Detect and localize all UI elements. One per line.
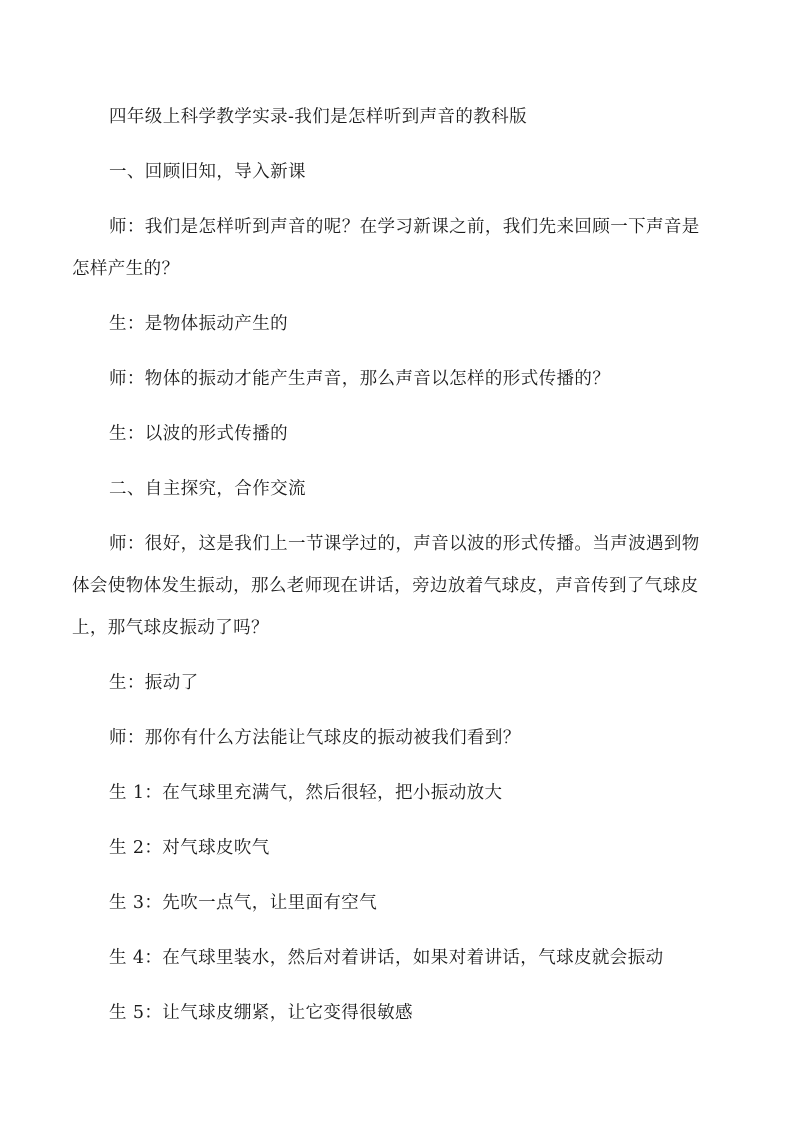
paragraph-teacher-3-line-3: 上，那气球皮振动了吗？	[72, 618, 269, 638]
paragraph-student-2: 生：以波的形式传播的	[109, 424, 288, 444]
paragraph-teacher-3-line-2: 体会使物体发生振动，那么老师现在讲话，旁边放着气球皮，声音传到了气球皮	[72, 576, 699, 596]
paragraph-teacher-1-line-2: 怎样产生的？	[72, 259, 180, 279]
document-title: 四年级上科学教学实录-我们是怎样听到声音的教科版	[109, 107, 528, 127]
paragraph-teacher-3-line-1: 师：很好，这是我们上一节课学过的，声音以波的形式传播。当声波遇到物	[109, 534, 700, 554]
paragraph-student-1: 生：是物体振动产生的	[109, 314, 288, 334]
section-heading-2: 二、自主探究，合作交流	[109, 479, 306, 499]
paragraph-teacher-2: 师：物体的振动才能产生声音，那么声音以怎样的形式传播的？	[109, 369, 611, 389]
paragraph-student-5-answer: 生 5：让气球皮绷紧，让它变得很敏感	[109, 1003, 413, 1023]
paragraph-teacher-4: 师：那你有什么方法能让气球皮的振动被我们看到？	[109, 728, 521, 748]
paragraph-teacher-1-line-1: 师：我们是怎样听到声音的呢？在学习新课之前，我们先来回顾一下声音是	[109, 217, 700, 237]
paragraph-student-2-answer: 生 2：对气球皮吹气	[109, 838, 270, 858]
section-heading-1: 一、回顾旧知，导入新课	[109, 162, 306, 182]
paragraph-student-3-answer: 生 3：先吹一点气，让里面有空气	[109, 893, 378, 913]
paragraph-student-4-answer: 生 4：在气球里装水，然后对着讲话，如果对着讲话，气球皮就会振动	[109, 948, 664, 968]
paragraph-student-1-answer: 生 1：在气球里充满气，然后很轻，把小振动放大	[109, 783, 503, 803]
paragraph-student-3: 生：振动了	[109, 673, 199, 693]
